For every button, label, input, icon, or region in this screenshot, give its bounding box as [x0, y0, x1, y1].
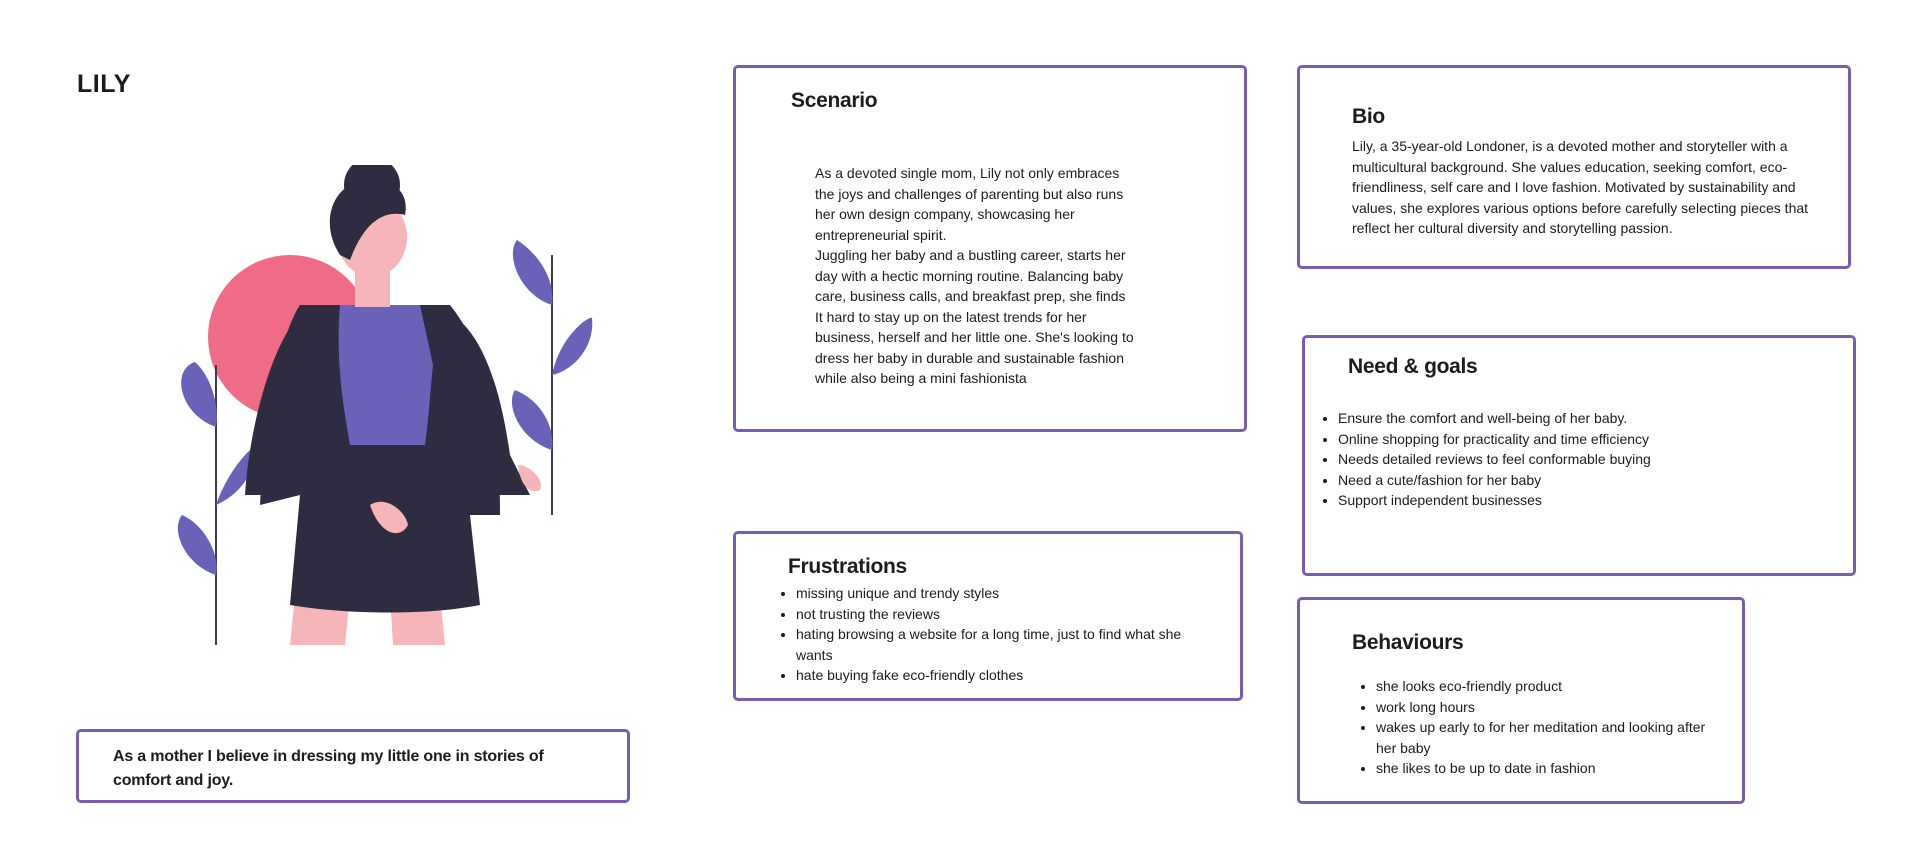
bio-card	[1297, 65, 1851, 269]
list-item: • hate buying fake eco-friendly clothes	[796, 665, 1216, 686]
persona-name: LILY	[77, 70, 131, 98]
behaviours-card	[1297, 597, 1745, 804]
frustrations-list	[776, 583, 1216, 686]
list-item: • not trusting the reviews	[796, 604, 1216, 625]
frustrations-heading: Frustrations	[788, 555, 907, 578]
top	[339, 305, 433, 445]
quote-text: As a mother I believe in dressing my little one in stories of comfort and joy.	[113, 748, 544, 789]
list-item: • she looks eco-friendly product	[1376, 676, 1726, 697]
list-item: • Support independent businesses	[1338, 490, 1838, 511]
left-leaf-bottom	[178, 515, 217, 575]
bio-heading: Bio	[1352, 105, 1385, 128]
woman-figure-illustration	[150, 165, 600, 655]
needs-goals-card	[1302, 335, 1856, 576]
list-item: • work long hours	[1376, 697, 1726, 718]
list-item: • Online shopping for practicality and time efficiency	[1338, 429, 1838, 450]
right-leaf-top	[513, 240, 552, 305]
scenario-text	[815, 163, 1135, 389]
list-item: • Needs detailed reviews to feel conformable buying	[1338, 449, 1838, 470]
list-item: • wakes up early to for her meditation and looking after her baby	[1376, 717, 1726, 758]
quote-card	[76, 729, 630, 803]
list-item: • she likes to be up to date in fashion	[1376, 758, 1726, 779]
left-leaf-top	[181, 362, 217, 427]
bio-text: Lily, a 35-year-old Londoner, is a devoted mother and storyteller with a multicultural background. She values education, seeking comfort, eco-friendliness, self care and I love fashion. Motivated by sustainability and values, she explores various options before carefully selecting pieces that reflect her cultural diversity and storytelling passion.	[1352, 138, 1809, 236]
behaviours-list	[1356, 676, 1726, 779]
needs-heading: Need & goals	[1348, 355, 1478, 378]
list-item: • Need a cute/fashion for her baby	[1338, 470, 1838, 491]
scenario-paragraph: Juggling her baby and a bustling career, starts her day with a hectic morning routine. Balancing baby care, business calls, and breakfast prep, she finds It hard to stay up on the latest trends for her business, herself and her little one. She's looking to dress her baby in durable and sustainable fashion while also being a mini fashionista	[815, 247, 1134, 386]
behaviours-heading: Behaviours	[1352, 631, 1464, 654]
frustrations-card	[733, 531, 1243, 701]
scenario-card	[733, 65, 1247, 432]
right-leaf-middle	[552, 318, 592, 375]
scenario-heading: Scenario	[791, 89, 878, 112]
right-leaf-lower	[512, 390, 552, 450]
scenario-paragraph: As a devoted single mom, Lily not only embraces the joys and challenges of parenting but also runs her own design company, showcasing her entrepreneurial spirit.	[815, 165, 1124, 243]
list-item: • Ensure the comfort and well-being of her baby.	[1338, 408, 1838, 429]
list-item: • hating browsing a website for a long time, just to find what she wants	[796, 624, 1216, 665]
needs-list	[1318, 408, 1838, 511]
list-item: • missing unique and trendy styles	[796, 583, 1216, 604]
